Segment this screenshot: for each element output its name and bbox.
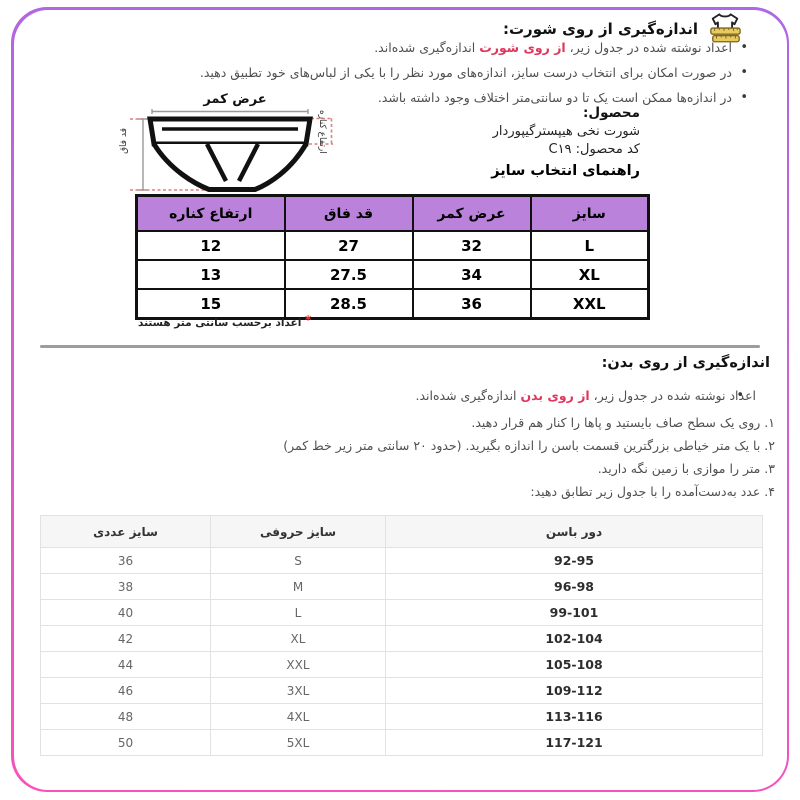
- product-code: کد محصول: C۱۹: [548, 142, 640, 157]
- col-numeric-size: سایز عددی: [41, 516, 211, 548]
- col-side-height: ارتفاع کناره: [137, 196, 285, 232]
- table-row: 92-95 S 36: [41, 548, 763, 574]
- table-row: 99-101 L 40: [41, 600, 763, 626]
- bullet-measured-on-shorts: • اعداد نوشته شده در جدول زیر، از روی شورت اندازه‌گیری شده‌اند.: [38, 40, 748, 56]
- waist-width-label: عرض کمر: [203, 92, 267, 107]
- product-info: [491, 104, 640, 180]
- table-row: 109-112 3XL 46: [41, 678, 763, 704]
- table-row: 117-121 5XL 50: [41, 730, 763, 756]
- col-rise-length: قد فاق: [285, 196, 413, 232]
- step-measure-hip: ۲. با یک متر خیاطی بزرگترین قسمت باسن را اندازه بگیرید. (حدود ۲۰ سانتی متر زیر خط کمر): [283, 438, 775, 453]
- section-shorts-title: اندازه‌گیری از روی شورت:: [502, 20, 698, 38]
- size-guide-title: راهنمای انتخاب سایز: [491, 162, 640, 179]
- step-stand-flat: ۱. روی یک سطح صاف بایستید و پاها را کنار هم قرار دهید.: [471, 415, 775, 430]
- col-hip: دور باسن: [386, 516, 763, 548]
- step-match-table: ۴. عدد به‌دست‌آمده را با جدول زیر تطابق دهید:: [530, 484, 775, 499]
- bullet-tolerance: • در اندازه‌ها ممکن است یک تا دو سانتی‌متر اختلاف وجود داشته باشد.: [38, 90, 748, 106]
- table-header-row: [137, 196, 649, 232]
- table-row: XXL 36 28.5 15: [137, 289, 649, 319]
- centimeter-footnote: * اعداد برحسب سانتی متر هستند: [138, 313, 312, 329]
- bullet-measured-on-body: • اعداد نوشته شده در جدول زیر، از روی بدن اندازه‌گیری شده‌اند.: [156, 388, 772, 403]
- bullet-compare-with-clothes: • در صورت امکان برای انتخاب درست سایز، اندازه‌های مورد نظر را با یکی از لباس‌های خود تطبیق دهید.: [38, 65, 748, 81]
- side-height-label: ارتفاع کناره: [317, 110, 327, 154]
- rise-length-label: قد فاق: [119, 128, 129, 154]
- table-row: XL 34 27.5 13: [137, 260, 649, 289]
- step-keep-parallel: ۳. متر را موازی با زمین نگه دارید.: [597, 461, 775, 476]
- col-letter-size: سایز حروفی: [211, 516, 386, 548]
- section-divider: [40, 345, 760, 348]
- briefs-measurement-diagram: [115, 94, 355, 200]
- highlight-on-shorts: از روی شورت: [479, 40, 566, 55]
- product-name: شورت نخی هیپسترگیپوردار: [492, 123, 640, 139]
- section-body-title: اندازه‌گیری از روی بدن:: [601, 355, 770, 371]
- body-size-table: [40, 515, 763, 756]
- col-waist-width: عرض کمر: [413, 196, 531, 232]
- table-header-row: [41, 516, 763, 548]
- table-row: L 32 27 12: [137, 231, 649, 260]
- table-row: 113-116 4XL 48: [41, 704, 763, 730]
- footnote-asterisk: *: [305, 313, 312, 327]
- table-row: 105-108 XXL 44: [41, 652, 763, 678]
- highlight-on-body: از روی بدن: [520, 388, 590, 403]
- col-size: سایز: [531, 196, 649, 232]
- table-row: 102-104 XL 42: [41, 626, 763, 652]
- table-row: 96-98 M 38: [41, 574, 763, 600]
- body-measure-steps: [275, 412, 775, 504]
- shorts-size-table: [135, 194, 650, 320]
- product-label: محصول:: [583, 105, 640, 121]
